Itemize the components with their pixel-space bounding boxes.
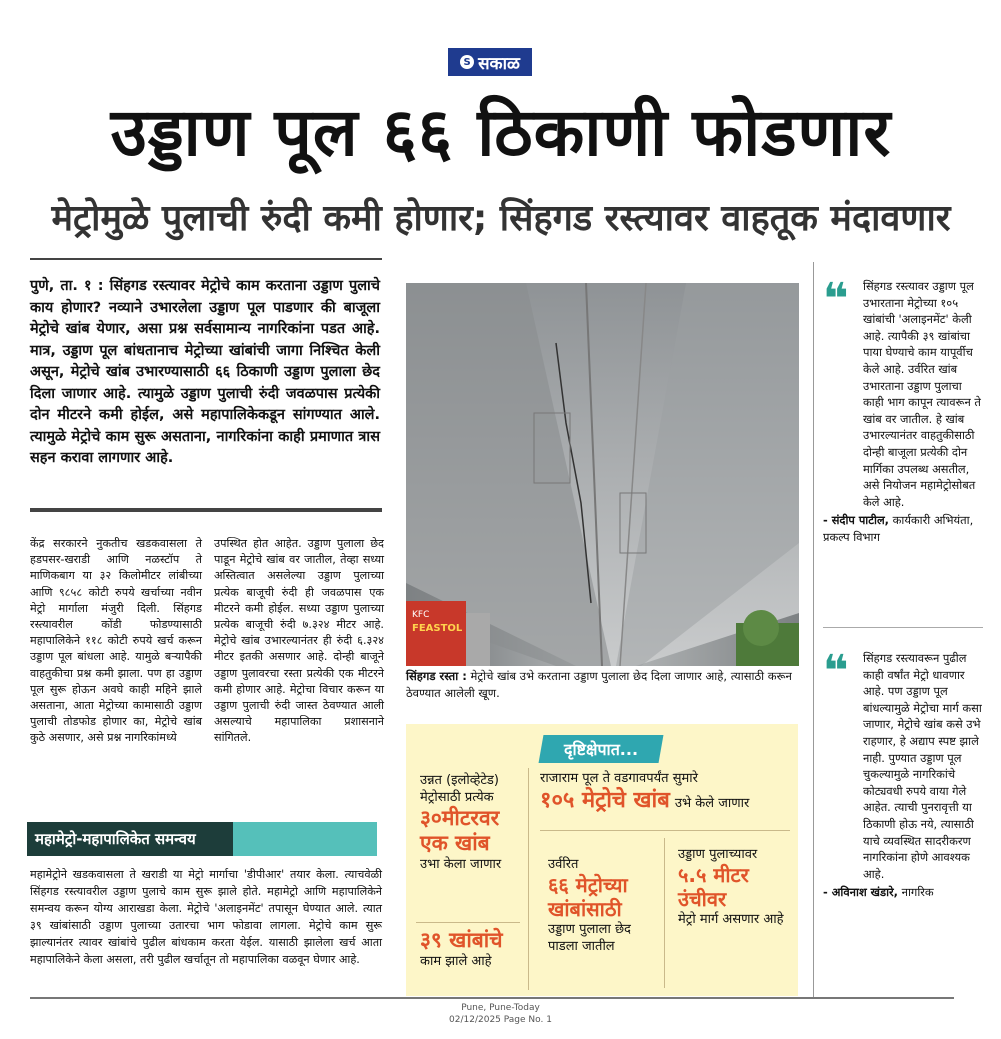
quote-author: - अविनाश खंडारे, xyxy=(823,885,899,900)
section-text: महामेट्रोने खडकवासला ते खराडी या मेट्रो मार्गाचा 'डीपीआर' तयार केला. त्याचवेळी सिंहगड रस्त्यावरील उड्डाण पुलाचे काम सुरू झाले होते. महामेट्रो आणि महापालिकेने समन्वय करून योग्य आराखडा केला. मेट्रोचे 'अलाइनमेंट' तपासून घेण्यात आले. त्यात ३९ खांबांसाठी उड्डाण पुलाच्या उतारचा भाग फोडावा लागला. मेट्रोचे काम सुरू झाल्यानंतर त्यावर खांबांचे पुढील बांधकाम करता येईल. यासाठी झालेला खर्च आता महापालिकेने केला असला, तरी पुढील खर्चातून तो महापालिका वळवून घेणार आहे. xyxy=(30,868,382,966)
quote-role: कार्यकारी अभियंता, प्रकल्प विभाग xyxy=(823,513,974,544)
quote-role: नागरिक xyxy=(901,885,934,900)
divider xyxy=(823,627,983,628)
quote-mark-icon: ❝ xyxy=(823,274,849,325)
side-quote-1 xyxy=(823,274,983,546)
fact-remaining-pillars: उर्वरित ६६ मेट्रोच्या खांबांसाठी उड्डाण पुलाला छेद पाडला जातील xyxy=(548,857,631,954)
fact-total-pillars: राजाराम पूल ते वडगावपर्यंत सुमारे १०५ मेट्रोचे खांब उभे केले जाणार xyxy=(540,771,750,813)
divider xyxy=(664,838,665,988)
fact-pillar-spacing: उन्नत (इलोव्हेटेड) मेट्रोसाठी प्रत्येक ३०मीटरवर एक खांब उभा केला जाणार xyxy=(420,773,502,872)
billboard-text: FEASTOL xyxy=(412,623,463,634)
photo-caption xyxy=(406,668,799,702)
divider xyxy=(30,258,382,260)
headline: उड्डाण पूल ६६ ठिकाणी फोडणार xyxy=(110,94,892,171)
divider xyxy=(30,997,954,999)
side-quote-2 xyxy=(823,646,983,901)
divider xyxy=(416,922,520,923)
billboard-text: KFC xyxy=(412,610,430,620)
caption-label: सिंहगड रस्ता : xyxy=(406,669,467,683)
fact-pillars-done: ३९ खांबांचे काम झाले आहे xyxy=(420,928,503,969)
quote-text: सिंहगड रस्त्यावरून पुढील काही वर्षांत मेट्रो धावणार आहे. पण उड्डाण पूल बांधल्यामुळे मेट्रोचा मार्ग कसा जाणार, मेट्रोचे खांब कसे उभे राहणार, हे अद्याप स्पष्ट झाले नाही. पुण्यात उड्डाण पूल चुकल्यामुळे नागरिकांचे कोट्यवधी रुपये वाया गेले आहेत. त्याची पुनरावृत्ती या ठिकाणी होऊ नये, त्यासाठी याचे व्यवस्थित सादरीकरण नागरिकांना होणे आवश्यक आहे. xyxy=(863,651,982,881)
logo-mark-icon: S xyxy=(460,55,474,69)
quote-author: - संदीप पाटील, xyxy=(823,513,889,528)
caption-text: मेट्रोचे खांब उभे करताना उड्डाण पुलाला छेद दिला जाणार आहे, त्यासाठी करून ठेवण्यात आलेली खूण. xyxy=(406,669,792,700)
divider xyxy=(540,830,790,831)
subheadline: मेट्रोमुळे पुलाची रुंदी कमी होणार; सिंहगड रस्त्यावर वाहतूक मंदावणार xyxy=(51,198,951,239)
newspaper-logo xyxy=(448,48,532,76)
at-a-glance-title: दृष्टिक्षेपात... xyxy=(539,735,664,763)
section-title: महामेट्रो-महापालिकेत समन्वय xyxy=(35,830,196,848)
page-footer: Pune, Pune-Today 02/12/2025 Page No. 1 xyxy=(449,1003,552,1025)
article-column-1: केंद्र सरकारने नुकतीच खडकवासला ते हडपसर-खराडी आणि नळस्टॉप ते माणिकबाग या ३२ किलोमीटर लांबीच्या आणि ९८५८ कोटी रुपये खर्चाच्या नवीन मेट्रो मार्गाला मंजुरी दिली. सिंहगड रस्त्यावरील कोंडी फोडण्यासाठी महापालिकेने ११८ कोटी रुपये खर्च करून उड्डाण पूल बांधला आहे. यामुळे बऱ्यापैकी वाहतुकीचा प्रश्न कमी झाला. पण हा उड्डाण पूल सुरू होऊन अवघे काही महिने झाले असताना, आता मेट्रोच्या कामासाठी उड्डाण पुलाची तोडफोड होणार का, मेट्रोचे खांब कुठे असणार, असे प्रश्न नागरिकांमध्ये xyxy=(30,537,202,745)
fact-metro-height: उड्डाण पुलाच्यावर ५.५ मीटर उंचीवर मेट्रो मार्ग असणार आहे xyxy=(678,847,784,927)
logo-text: सकाळ xyxy=(478,53,520,74)
quote-text: सिंहगड रस्त्यावर उड्डाण पूल उभारताना मेट्रोच्या १०५ खांबांची 'अलाइनमेंट' केली आहे. त्यापैकी ३९ खांबांचा पाया घेण्याचे काम यापूर्वीच केले आहे. उर्वरित खांब उभारताना उड्डाण पुलाचा काही भाग कापून त्यावरून ते खांब वर जातील. हे खांब उभारल्यानंतर वाहतुकीसाठी दोन्ही बाजूला प्रत्येकी दोन मार्गिका उपलब्ध असतील, असे नियोजन महामेट्रोसोबत केले आहे. xyxy=(863,279,981,509)
divider xyxy=(528,768,529,990)
lead-paragraph: पुणे, ता. १ : सिंहगड रस्त्यावर मेट्रोचे काम करताना उड्डाण पुलाचे काय होणार? नव्याने उभारलेला उड्डाण पूल पाडणार की बाजूला मेट्रोचे खांब येणार, असा प्रश्न सर्वसामान्य नागरिकांना पडत आहे. मात्र, उड्डाण पूल बांधतानाच मेट्रोच्या खांबांची जागा निश्चित केली असून, मेट्रोचे खांब उभारण्यासाठी ६६ ठिकाणी उड्डाण पुलाला छेद दिला जाणार आहे. त्यामुळे उड्डाण पुलाची रुंदी जवळपास प्रत्येकी दोन मीटरने कमी होईल, असे महापालिकेकडून सांगण्यात आले. त्यामुळे मेट्रोचे काम सुरू असताना, नागरिकांना काही प्रमाणात त्रास सहन करावा लागणार आहे. xyxy=(30,278,380,466)
article-column-2: उपस्थित होत आहेत. उड्डाण पुलाला छेद पाडून मेट्रोचे खांब वर जातील, तेव्हा सध्या अस्तित्वात असलेल्या उड्डाण पुलाच्या प्रत्येक बाजूची रुंदी ही जवळपास एक मीटरने कमी होईल. सध्या उड्डाण पुलाच्या प्रत्येक बाजूची रुंदी ७.३२४ मीटर आहे. मेट्रोचे खांब उभारल्यानंतर ही रुंदी ६.३२४ मीटर इतकी असणार आहे. दोन्ही बाजूने उड्डाण पुलावरचा रस्ता प्रत्येकी एक मीटरने कमी होणार आहे. मेट्रोचा विचार करून या उड्डाण पुलाची रुंदी जास्त ठेवण्यात आली असल्याचे महापालिका प्रशासनाने सांगितले. xyxy=(214,537,384,745)
quote-mark-icon: ❝ xyxy=(823,646,849,697)
section-header xyxy=(27,822,377,856)
flyover-underside-image xyxy=(406,283,799,666)
flyover-photo xyxy=(406,283,799,666)
divider xyxy=(30,508,382,512)
divider xyxy=(813,262,814,997)
